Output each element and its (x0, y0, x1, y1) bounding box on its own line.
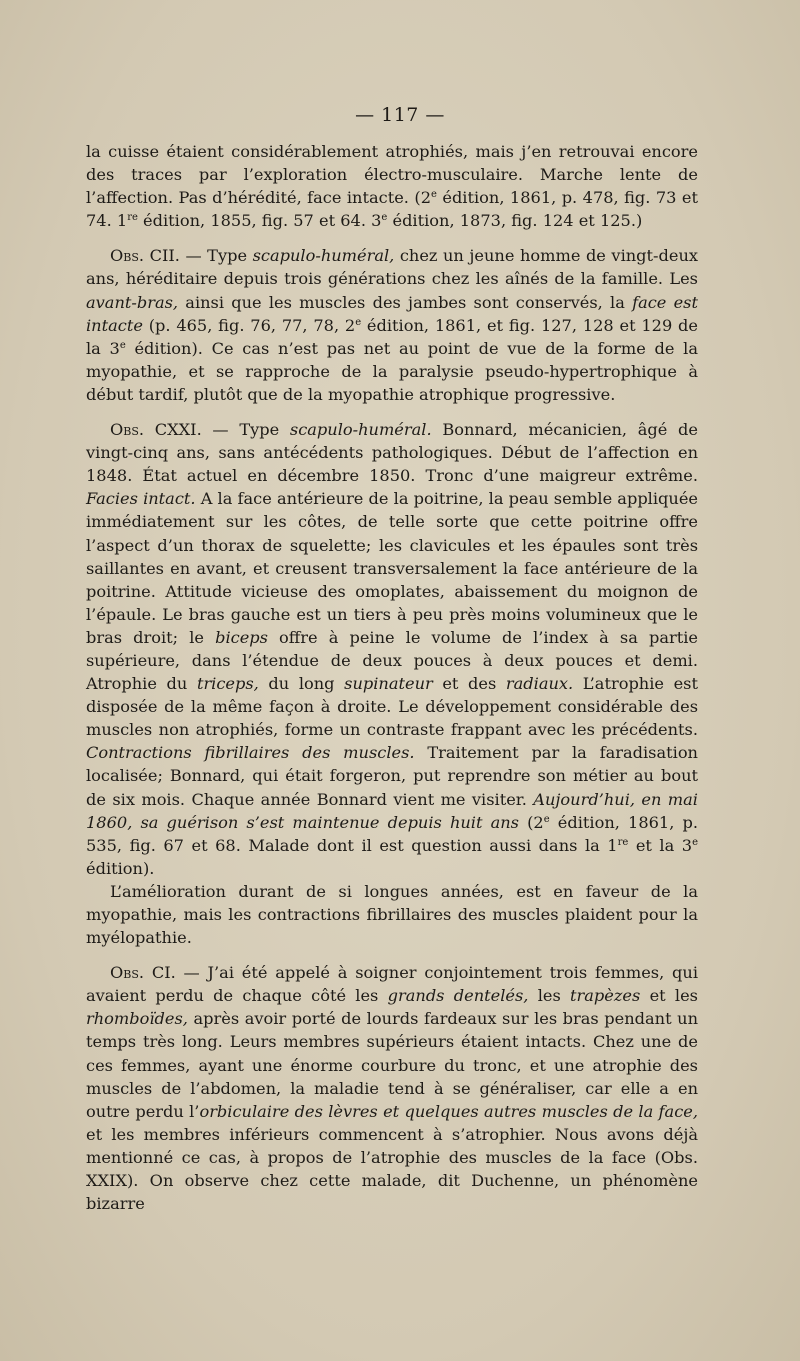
body-text (86, 140, 698, 1215)
observation-cii: Obs. CII. — Type scapulo-huméral, chez un jeune homme de vingt-deux ans, héréditaire depuis trois générations chez les aînés de la famille. Les avant-bras, ainsi que les muscles des jambes sont conservés, la face est intacte (p. 465, fig. 76, 77, 78, 2e édition, 1861, et fig. 127, 128 et 129 de la 3e édition). Ce cas n’est pas net au point de vue de la forme de la myopathie, et se rapproche de la paralysie pseudo-hypertrophique à début tardif, plutôt que de la myopathie atrophique progressive. (86, 246, 699, 404)
obs-label: Obs. CII. (110, 246, 180, 266)
observation-ci: Obs. CI. — J’ai été appelé à soigner conjointement trois femmes, qui avaient perdu de chaque côté les grands dentelés, les trapèzes et les rhomboïdes, après avoir porté de lourds fardeaux sur les bras pendant un temps très long. Leurs membres supérieurs étaient intacts. Chez une de ces femmes, ayant une énorme courbure du tronc, et une atrophie des muscles de l’abdomen, la maladie tend à se généraliser, car elle a en outre perdu l’orbiculaire des lèvres et quelques autres muscles de la face, et les membres inférieurs commencent à s’atrophier. Nous avons déjà mentionné ce cas, à propos de l’atrophie des muscles de la face (Obs. XXIX). On observe chez cette malade, dit Duchenne, un phénomène bizarre (86, 963, 699, 1214)
obs-label: Obs. CI. (110, 963, 176, 983)
commentary-paragraph: L’amélioration durant de si longues années, est en faveur de la myopathie, mais les contractions fibrillaires des muscles plaident pour la myélopathie. (86, 881, 698, 948)
paragraph-continuation: la cuisse étaient considérablement atrophiés, mais j’en retrouvai encore des traces par l’exploration électro-musculaire. Marche lente de l’affection. Pas d’hérédité, face intacte. (2e édition, 1861, p. 478, fig. 73 et 74. 1re édition, 1855, fig. 57 et 64. 3e édition, 1873, fig. 124 et 125.) (86, 142, 698, 231)
obs-label: Obs. CXXI. (110, 420, 202, 440)
observation-cxxi: Obs. CXXI. — Type scapulo-huméral. Bonnard, mécanicien, âgé de vingt-cinq ans, sans antécédents pathologiques. Début de l’affection en 1848. État actuel en décembre 1850. Tronc d’une maigreur extrême. Facies intact. A la face antérieure de la poitrine, la peau semble appliquée immédiatement sur les côtes, de telle sorte que cette poitrine offre l’aspect d’un thorax de squelette; les clavicules et les épaules sont très saillantes en avant, et creusent transversalement la face antérieure de la poitrine. Attitude vicieuse des omoplates, abaissement du moignon de l’épaule. Le bras gauche est un tiers à peu près moins volumineux que le bras droit; le biceps offre à peine le volume de l’index à sa partie supérieure, dans l’étendue de deux pouces à deux pouces et demi. Atrophie du triceps, du long supinateur et des radiaux. L’atrophie est disposée de la même façon à droite. Le développement considérable des muscles non atrophiés, forme un contraste frappant avec les précédents. Contractions fibrillaires des muscles. Traitement par la faradisation localisée; Bonnard, qui était forgeron, put reprendre son métier au bout de six mois. Chaque année Bonnard vient me visiter. Aujourd’hui, en mai 1860, sa guérison s’est maintenue depuis huit ans (2e édition, 1861, p. 535, fig. 67 et 68. Malade dont il est question aussi dans la 1re et la 3e édition). (86, 420, 698, 878)
page-number: — 117 — (355, 104, 445, 126)
